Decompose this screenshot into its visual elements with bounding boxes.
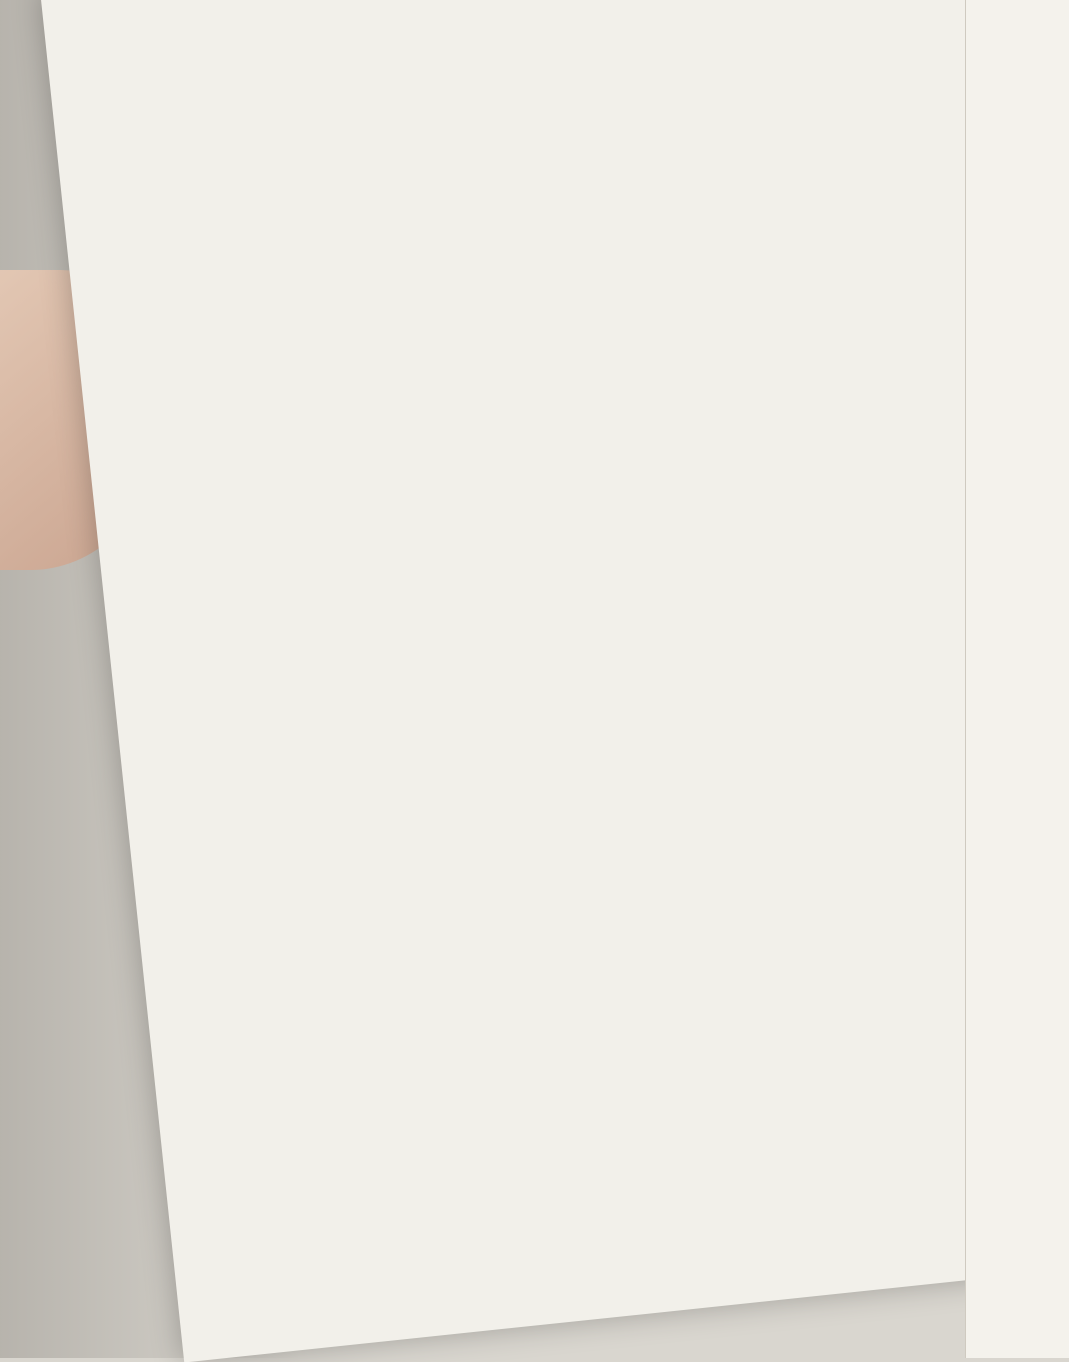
worksheet-page <box>40 0 1069 1362</box>
adjacent-page <box>965 0 1069 1358</box>
